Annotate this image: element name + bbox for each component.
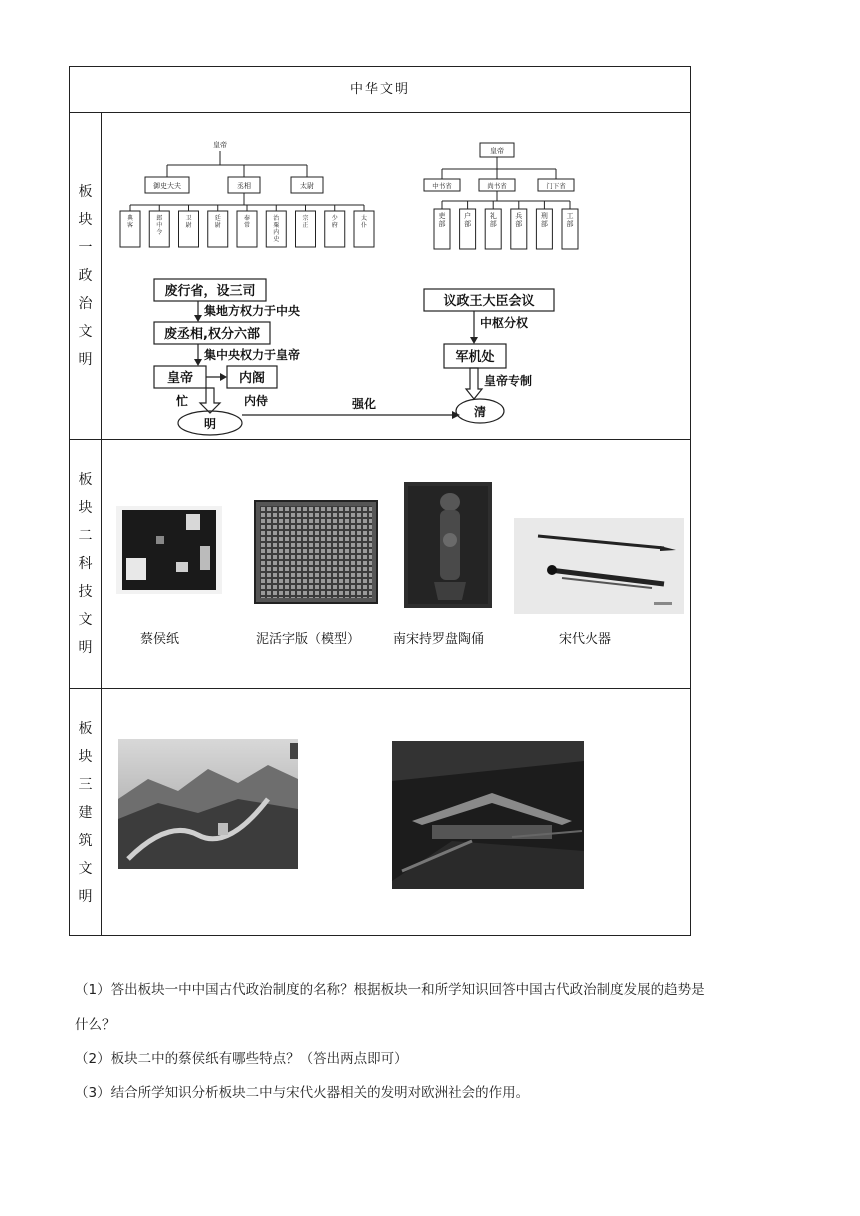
- label-char: 块: [78, 500, 93, 516]
- org-box-char: 卫: [185, 215, 192, 222]
- tang-l2-1: 尚书省: [487, 182, 507, 190]
- flow-box6: 军机处: [455, 350, 495, 365]
- table-title: 中华文明: [349, 82, 410, 97]
- org-box-char: 典: [126, 215, 134, 222]
- org-box-char: 令: [156, 229, 163, 236]
- org-box-char: 尉: [214, 222, 221, 229]
- flow-oval-qing: 清: [473, 405, 487, 419]
- section2-content: [102, 440, 690, 688]
- label-char: 板: [78, 472, 93, 488]
- qin-org-chart: [120, 140, 374, 247]
- org-box-char: 客: [126, 222, 134, 229]
- org-box-char: 部: [566, 220, 574, 228]
- org-box-char: 史: [273, 236, 280, 243]
- org-box-char: 部: [489, 220, 497, 228]
- org-box-char: 少: [331, 215, 338, 222]
- flow-qianghua: 强化: [352, 397, 377, 411]
- table-header-row: [70, 67, 690, 113]
- org-box-char: 部: [540, 220, 548, 228]
- label-char: 政: [78, 268, 93, 284]
- civilization-table: [69, 66, 691, 936]
- caption-movable-type: 泥活字版（模型）: [256, 632, 361, 647]
- org-box-char: 廷: [214, 215, 221, 222]
- label-char: 建: [78, 804, 93, 821]
- section-technology: [70, 440, 690, 689]
- political-system-diagrams: [102, 113, 690, 439]
- ming-flow: [154, 279, 460, 435]
- label-char: 明: [78, 888, 93, 905]
- flow-label-mang: 忙: [176, 394, 189, 408]
- caption-cai-paper: 蔡侯纸: [140, 632, 180, 647]
- tang-top-label: 皇帝: [490, 147, 504, 155]
- paper-photo: [116, 506, 222, 594]
- flow-arrow2: 集中央权力于皇帝: [204, 348, 301, 362]
- org-box-char: 部: [515, 220, 523, 228]
- label-char: 板: [78, 184, 93, 200]
- org-box-char: 正: [302, 222, 309, 229]
- org-box-char: 粟: [273, 222, 280, 229]
- section3-label: [70, 689, 102, 936]
- org-box-char: 奉: [243, 215, 251, 222]
- question-2: （2）板块二中的蔡侯纸有哪些特点？（答出两点即可）: [75, 1051, 408, 1067]
- tang-l2-2: 门下省: [546, 182, 566, 190]
- fire-weapon-photo: [514, 518, 684, 614]
- section-politics: [70, 113, 690, 440]
- tang-org-chart: [424, 143, 578, 249]
- flow-arrow1: 集地方权力于中央: [204, 304, 301, 318]
- flow-label-neishi: 内侍: [244, 394, 269, 408]
- org-box-char: 刑: [540, 212, 548, 220]
- org-box-char: 郎: [156, 215, 163, 222]
- label-char: 块: [78, 212, 93, 228]
- qin-top-label: 皇帝: [213, 141, 227, 149]
- org-box-char: 部: [464, 220, 472, 228]
- org-box-char: 常: [243, 222, 251, 229]
- label-char: 块: [78, 748, 93, 765]
- org-box-char: 府: [331, 222, 338, 229]
- qin-l2-2: 太尉: [300, 182, 314, 190]
- org-box-char: 工: [566, 212, 574, 220]
- label-char: 三: [78, 776, 93, 793]
- org-box-char: 吏: [438, 212, 446, 220]
- org-box-char: 中: [156, 222, 163, 229]
- org-box-char: 尉: [185, 222, 192, 229]
- label-char: 二: [78, 528, 93, 544]
- section2-label: [70, 440, 102, 688]
- label-char: 文: [78, 860, 93, 877]
- caption-song-weapon: 宋代火器: [559, 632, 612, 647]
- flow-box2: 废丞相,权分六部: [164, 327, 260, 342]
- flow-box3: 皇帝: [166, 371, 194, 386]
- palace-photo: [392, 741, 584, 889]
- qin-l2-0: 御史大夫: [153, 182, 181, 190]
- tang-l2-0: 中书省: [432, 182, 452, 190]
- label-char: 技: [78, 584, 93, 600]
- flow-box5: 议政王大臣会议: [443, 294, 535, 309]
- label-char: 治: [78, 296, 93, 312]
- movable-type-photo: [254, 500, 378, 604]
- flow-oval-ming: 明: [203, 417, 217, 431]
- flow-box1: 废行省，设三司: [164, 284, 256, 299]
- org-box-char: 治: [273, 215, 280, 222]
- section3-content: [102, 689, 690, 936]
- label-char: 明: [78, 640, 93, 656]
- compass-figurine-photo: [404, 482, 492, 608]
- label-char: 文: [78, 324, 93, 340]
- org-box-char: 礼: [489, 212, 497, 220]
- question-1-line2: 什么？: [75, 1017, 116, 1033]
- label-char: 明: [78, 352, 93, 368]
- flow-box4: 内阁: [238, 371, 266, 386]
- org-box-char: 太: [360, 215, 368, 222]
- caption-compass-figurine: 南宋持罗盘陶俑: [393, 632, 485, 647]
- label-char: 科: [78, 556, 93, 572]
- flow-arrow3: 中枢分权: [480, 316, 529, 330]
- org-box-char: 部: [438, 220, 446, 228]
- org-box-char: 仆: [360, 222, 368, 229]
- org-box-char: 户: [464, 212, 472, 220]
- label-char: 板: [78, 720, 93, 737]
- section1-content: [102, 113, 690, 439]
- org-box-char: 兵: [515, 212, 523, 220]
- qing-flow: [424, 289, 554, 423]
- label-char: 一: [78, 240, 93, 256]
- label-char: 文: [78, 612, 93, 628]
- qin-l2-1: 丞相: [237, 182, 251, 190]
- question-1-line1: （1）答出板块一中中国古代政治制度的名称？根据板块一和所学知识回答中国古代政治制度发展的趋势是: [75, 982, 705, 998]
- label-char: 筑: [78, 832, 93, 849]
- org-box-char: 宗: [302, 215, 309, 222]
- flow-arrow4: 皇帝专制: [484, 374, 533, 388]
- great-wall-photo: [118, 739, 298, 869]
- section1-label: [70, 113, 102, 439]
- question-3: （3）结合所学知识分析板块二中与宋代火器相关的发明对欧洲社会的作用。: [75, 1085, 530, 1101]
- org-box-char: 内: [273, 229, 280, 236]
- section-architecture: [70, 689, 690, 936]
